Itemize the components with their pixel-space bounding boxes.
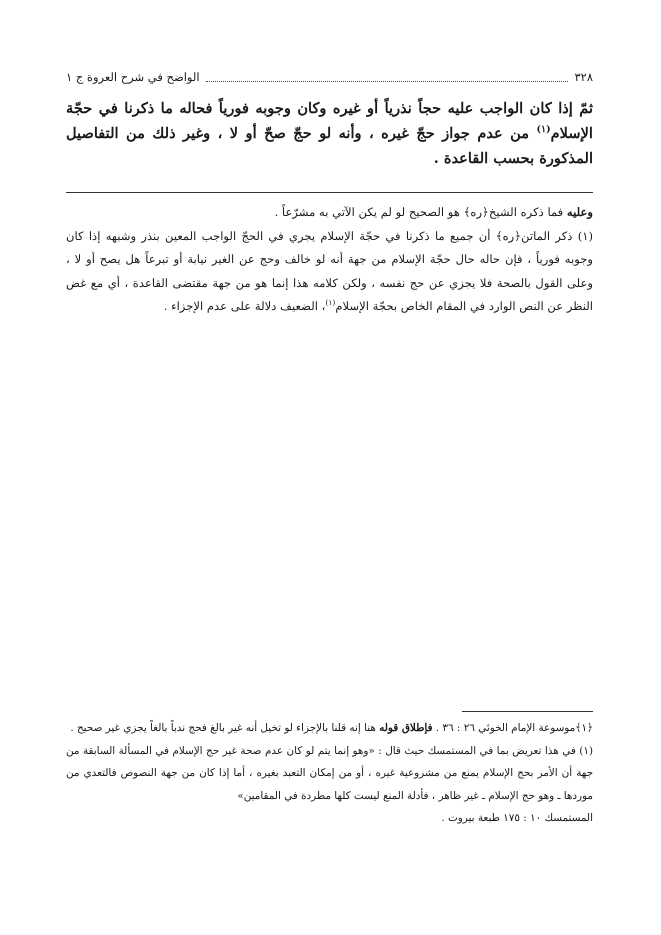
- page-number: ٣٢٨: [574, 70, 593, 84]
- header-dot-leader: [206, 73, 569, 82]
- footnote-divider: [462, 711, 593, 712]
- footnote-bold-text: فإطلاق قوله: [379, 722, 433, 734]
- footnote-text: ﴿١﴾موسوعة الإمام الخوئي ٢٦ : ٣٦ .: [432, 722, 593, 734]
- footnote: [66, 740, 593, 808]
- commentary-paragraph: [66, 201, 593, 225]
- footnote-text: (١) في هذا تعريض بما في المستمسك حيث قال : «وهو إنما يتم لو كان عدم صحة غير حج الإسلام في المسألة السابقة من جهة أن الأمر بحج الإسلام يمنع من مشروعية غيره ، أو من إمكان التعبد بغيره ، أما إذا كان من جهة النصوص فالتعدي من موردها ـ وهو حج الإسلام ـ غير ظاهر ، فأدلة المنع ليست كلها مطردة في المقامين»: [66, 744, 593, 802]
- footnote: [66, 717, 593, 740]
- footnote-source-text: المستمسك ١٠ : ١٧٥ طبعة بيروت .: [441, 812, 593, 824]
- footnote-source: [66, 807, 593, 830]
- main-text: [66, 96, 593, 171]
- commentary-lead-word: وعليه: [566, 205, 593, 219]
- commentary: [66, 201, 593, 319]
- running-header: [66, 70, 593, 84]
- footnote-marker: (١): [325, 298, 336, 308]
- footnote-text: هنا إنه قلنا بالإجزاء لو تخيل أنه غير بالغ فحج ندباً بالغاً يجزي غير صحيح .: [70, 722, 380, 734]
- commentary-text: فما ذكره الشيخ﴿ره﴾ هو الصحيح لو لم يكن الآتي به مشرّعاً .: [274, 205, 567, 219]
- footnote-marker: (١): [536, 124, 551, 136]
- commentary-text: (١) ذكر الماتن﴿ره﴾ أن جميع ما ذكرنا في حجّة الإسلام يجري في الحجّ الواجب المعين بنذر وشبهه إذا كان وجوبه فورياً ، فإن حاله حال حجّة الإسلام من جهة أنه لو خالف وحج عن الغير نيابة أو تبرعاً هل يصح أو لا ، وعلى القول بالصحة فلا يجزي عن حج نفسه ، ولكن كلامه هذا إنما هو من جهة مقتضى القاعدة ، أي مع غض النظر عن النص الوارد في المقام الخاص بحجّة الإسلام: [66, 228, 593, 313]
- commentary-paragraph: [66, 225, 593, 319]
- commentary-text: ، الضعيف دلالة على عدم الإجزاء .: [163, 299, 326, 313]
- main-text-divider: [66, 192, 593, 193]
- main-text-part-2: من عدم جواز حجّ غيره ، وأنه لو حجّ صحّ أو لا ، وغير ذلك من التفاصيل المذكورة بحسب القاعدة .: [66, 125, 593, 167]
- main-text-part-1: ثمّ إذا كان الواجب عليه حجاً نذرياً أو غيره وكان وجوبه فورياً فحاله ما ذكرنا في حجّة الإسلام: [66, 100, 593, 142]
- running-title: الواضح في شرح العروة ج ١: [66, 70, 200, 84]
- footnotes: [66, 717, 593, 830]
